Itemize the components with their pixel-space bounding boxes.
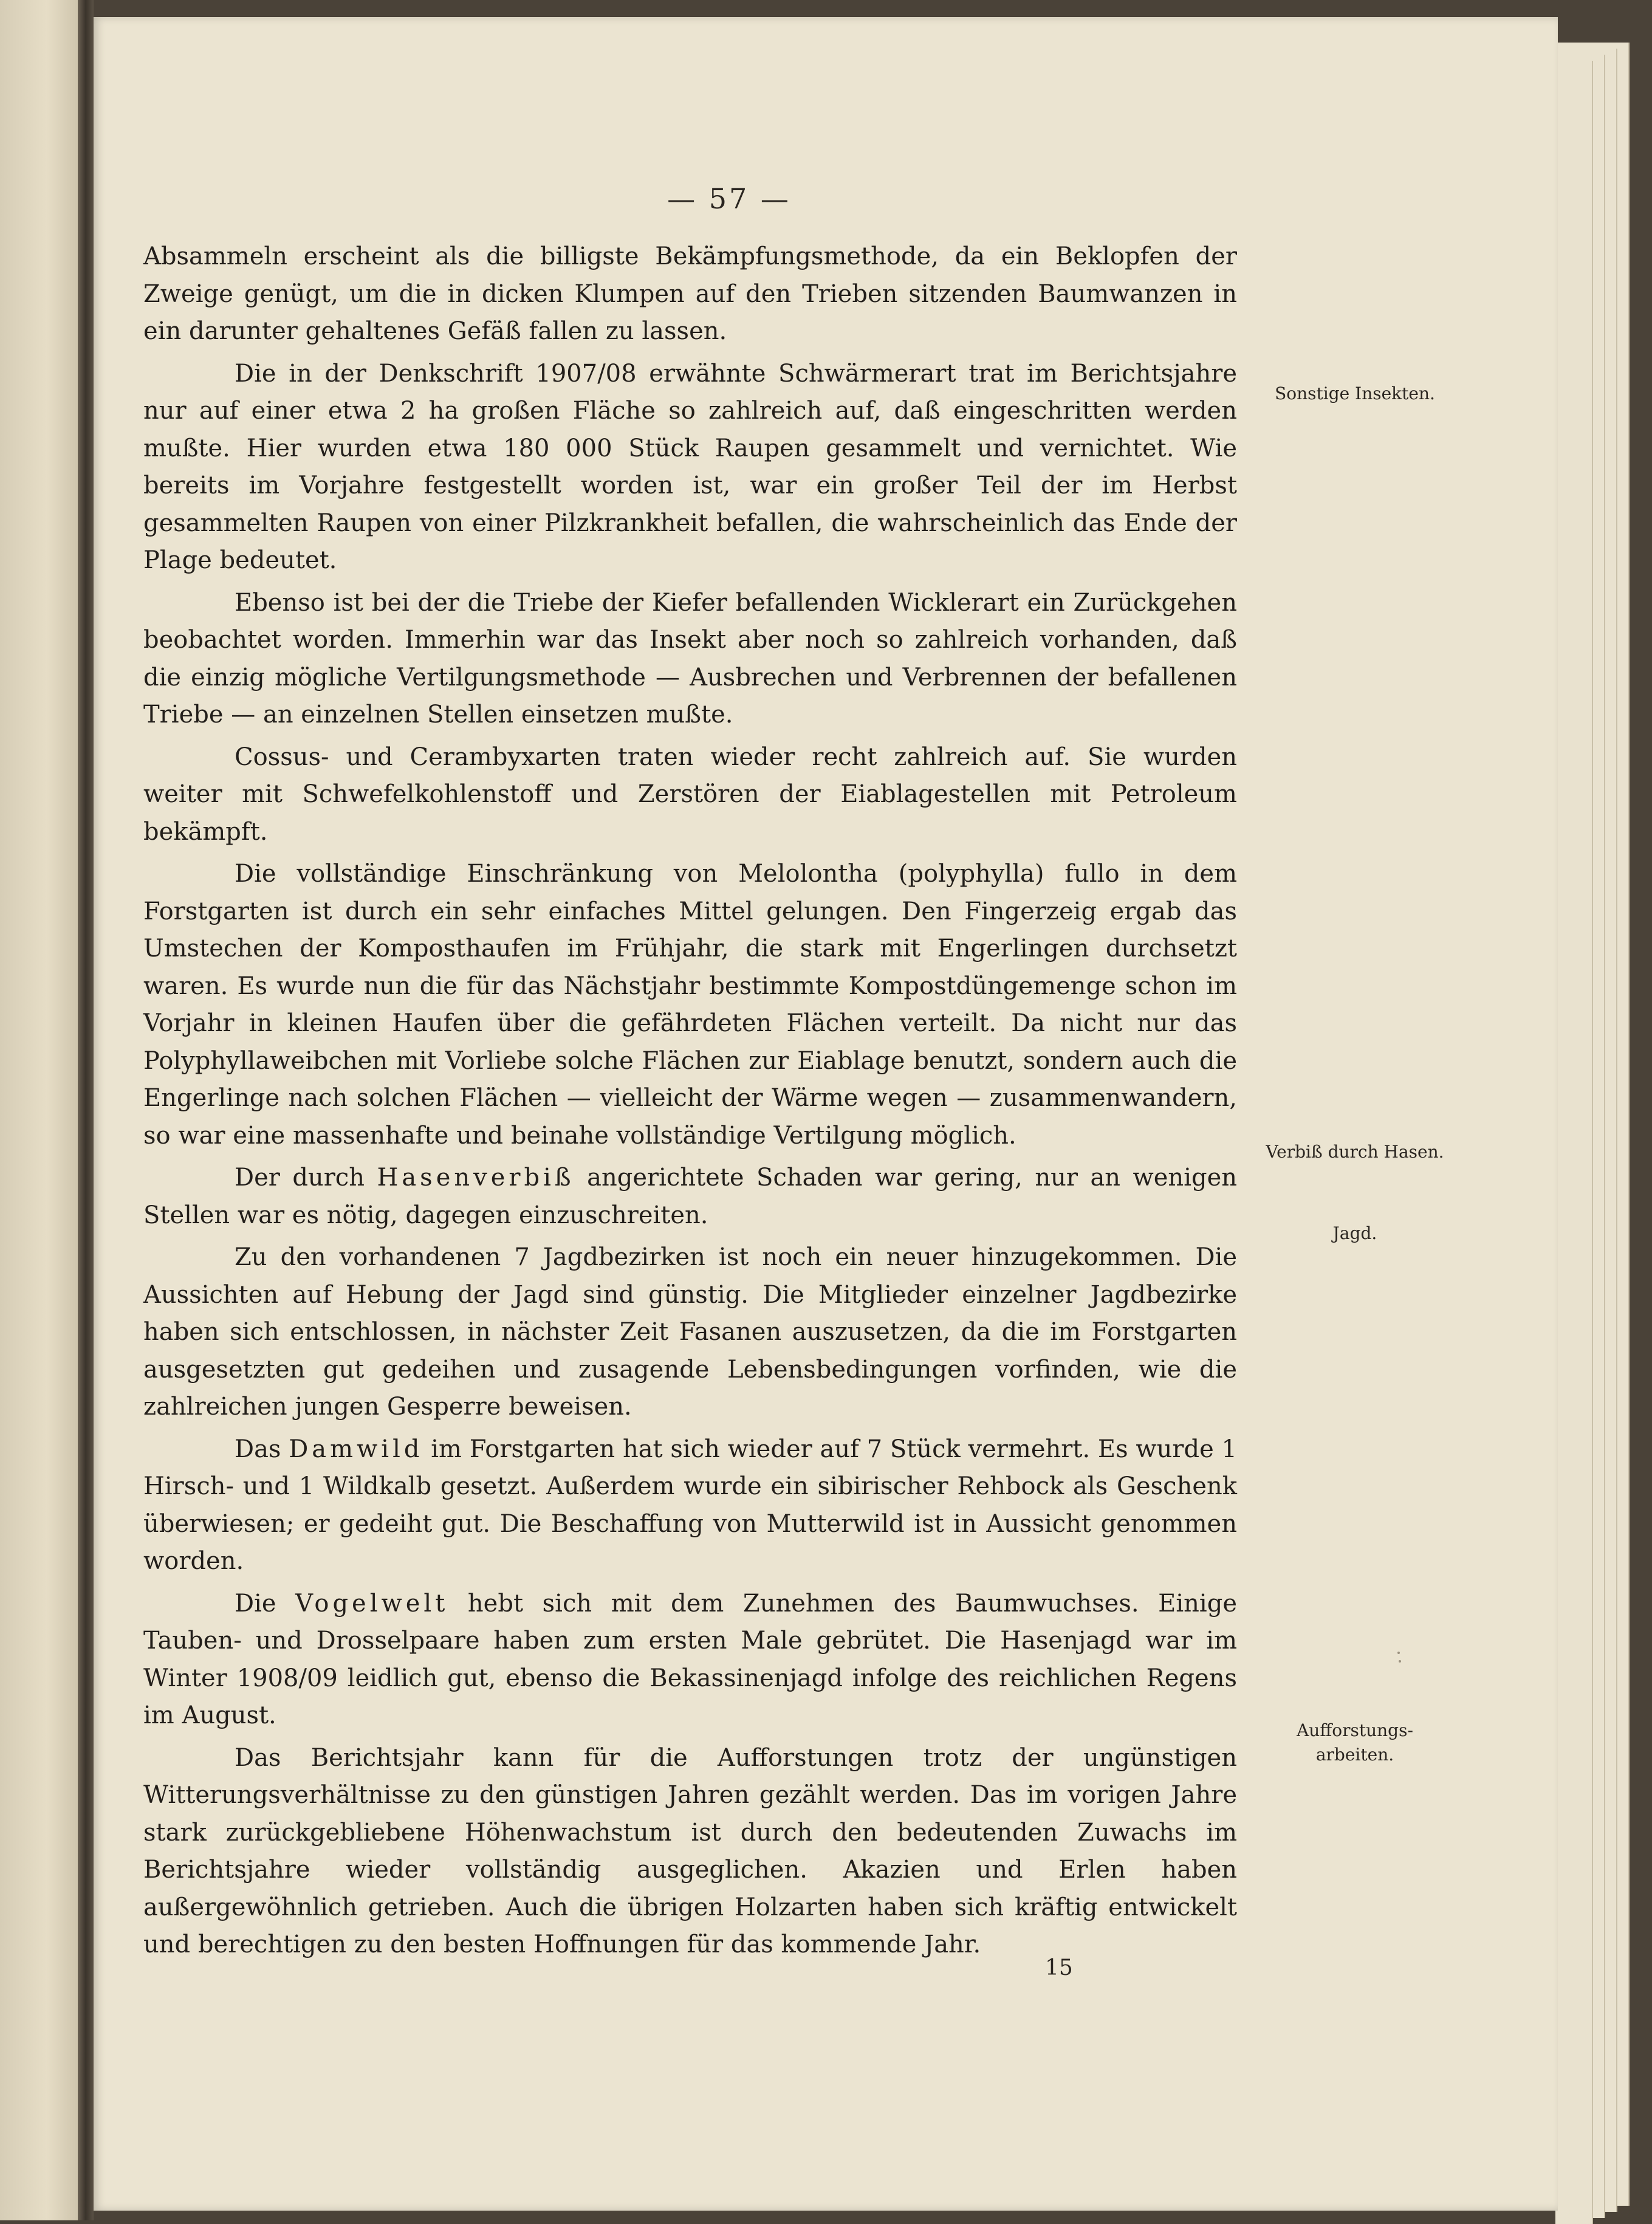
margin-note-jagd: Jagd. (1332, 1223, 1377, 1243)
spaced-term: Damwild (289, 1435, 423, 1463)
margin-note-hasen: Verbiß durch Hasen. (1266, 1142, 1444, 1162)
signature-mark: 15 (1045, 1955, 1073, 1980)
main-text-column (143, 238, 1237, 1969)
text-run: angerichtete Schaden war gering, nur an wenigen Stellen war es nötig, dagegen einzuschreiten. (143, 1164, 1238, 1229)
margin-note-insekten: Sonstige Insekten. (1275, 383, 1435, 403)
text-run: Der durch (235, 1164, 365, 1192)
text-run: Das (235, 1435, 281, 1463)
paper-speck (1397, 1652, 1400, 1654)
spaced-term: Vogelwelt (295, 1589, 449, 1618)
page-number-header: — 57 — (667, 182, 791, 215)
paragraph (143, 1431, 1237, 1580)
paragraph: Das Berichtsjahr kann für die Aufforstungen trotz der ungünstigen Witterungsverhältnisse zu den günstigen Jahren gezählt werden. Das im vorigen Jahre stark zurückgebliebene Höhenwachstum ist durch den bedeutenden Zuwachs im Berichtsjahre wieder vollständig ausgeglichen. Akazien und Erlen haben außergewöhnlich getrieben. Auch die übrigen Holzarten haben sich kräftig entwickelt und berechtigen zu den besten Hoffnungen für das kommende Jahr. (143, 1743, 1237, 1958)
text-run: hebt sich mit dem Zunehmen des Baumwuchses. Einige Tauben- und Drosselpaare haben zum ersten Male gebrütet. Die Hasenjagd war im Winter 1908/09 leidlich gut, ebenso die Bekassinenjagd infolge des reichlichen Regens im August. (143, 1589, 1238, 1729)
paragraph: Die vollständige Einschränkung von Melolontha (polyphylla) fullo in dem Forstgarten ist durch ein sehr einfaches Mittel gelungen. Den Fingerzeig ergab das Umstechen der Komposthaufen im Frühjahr, die stark mit Engerlingen durchsetzt waren. Es wurde nun die für das Nächstjahr bestimmte Kompostdüngemenge schon im Vorjahr in kleinen Haufen über die gefährdeten Flächen verteilt. Da nicht nur das Polyphyllaweibchen mit Vorliebe solche Flächen zur Eiablage benutzt, sondern auch die Engerlinge nach solchen Flächen — vielleicht der Wärme wegen — zusammenwandern, so war eine massenhafte und beinahe vollständige Vertilgung möglich. (143, 860, 1237, 1150)
paragraph (143, 1585, 1237, 1735)
text-run: im Forstgarten hat sich wieder auf 7 Stück vermehrt. Es wurde 1 Hirsch- und 1 Wildkalb gesetzt. Außerdem wurde ein sibirischer Rehbock als Geschenk überwiesen; er gedeiht gut. Die Beschaffung von Mutterwild ist in Aussicht genommen worden. (143, 1435, 1238, 1575)
margin-note-aufforstung (1258, 1718, 1452, 1767)
text-run: Die (235, 1589, 276, 1618)
paragraph: Zu den vorhandenen 7 Jagdbezirken ist noch ein neuer hinzugekommen. Die Aussichten auf Hebung der Jagd sind günstig. Die Mitglieder einzelner Jagdbezirke haben sich entschlossen, in nächster Zeit Fasanen auszusetzen, da die im Forstgarten ausgesetzten gut gedeihen und zusagende Lebensbedingungen vorfinden, wie die zahlreichen jungen Gesperre beweisen. (143, 1243, 1237, 1421)
paragraph: Absammeln erscheint als die billigste Bekämpfungsmethode, da ein Beklopfen der Zweige genügt, um die in dicken Klumpen auf den Trieben sitzenden Baumwanzen in ein darunter gehaltenes Gefäß fallen zu lassen. (143, 242, 1237, 345)
book-gutter (78, 0, 94, 2220)
paragraph (143, 1159, 1237, 1234)
margin-note-line: Aufforstungs- (1297, 1720, 1413, 1740)
paragraph: Ebenso ist bei der die Triebe der Kiefer befallenden Wicklerart ein Zurückgehen beobachtet worden. Immerhin war das Insekt aber noch so zahlreich vorhanden, daß die einzig mögliche Vertilgungsmethode — Ausbrechen und Verbrennen der befallenen Triebe — an einzelnen Stellen einsetzen mußte. (143, 588, 1237, 729)
facing-page-edge (0, 0, 78, 2220)
paper-speck (1399, 1660, 1401, 1663)
paragraph: Die in der Denkschrift 1907/08 erwähnte Schwärmerart trat im Berichtsjahre nur auf einer etwa 2 ha großen Fläche so zahlreich auf, daß eingeschritten werden mußte. Hier wurden etwa 180 000 Stück Raupen gesammelt und vernichtet. Wie bereits im Vorjahre festgestellt worden ist, war ein großer Teil der im Herbst gesammelten Raupen von einer Pilzkrankheit befallen, die wahrscheinlich das Ende der Plage bedeutet. (143, 359, 1237, 574)
spaced-term: Hasenverbiß (377, 1164, 575, 1192)
page-leaf (1555, 61, 1593, 2224)
margin-note-line: arbeiten. (1315, 1745, 1394, 1765)
paragraph: Cossus- und Cerambyxarten traten wieder recht zahlreich auf. Sie wurden weiter mit Schwefelkohlenstoff und Zerstören der Eiablagestellen mit Petroleum bekämpft. (143, 743, 1237, 846)
